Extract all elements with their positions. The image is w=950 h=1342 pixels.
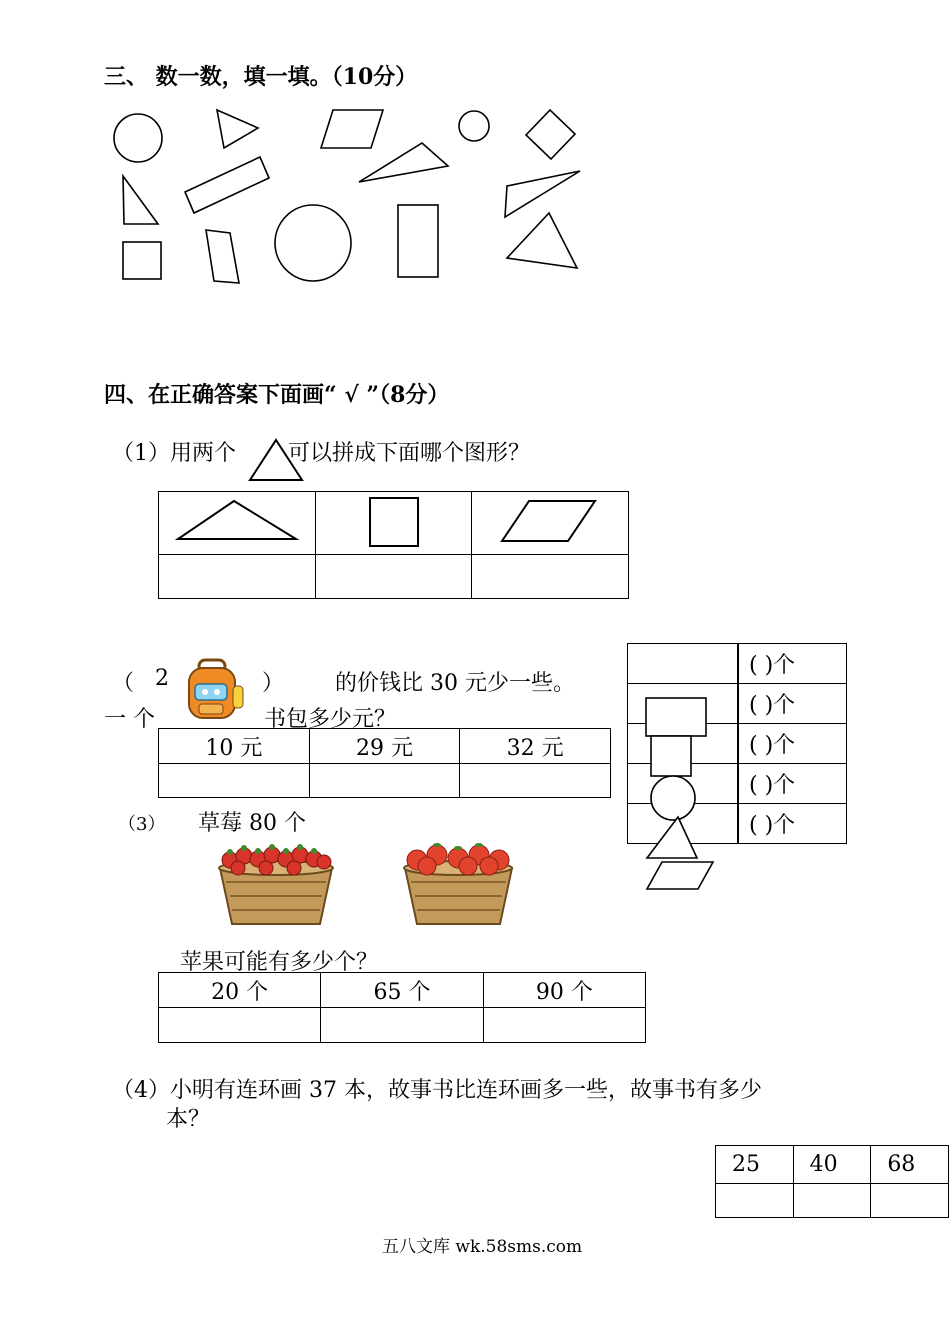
option-triangle [159,492,316,555]
q2-prefix: 一 个 [104,707,155,732]
option-68: 68 [871,1146,949,1184]
option-square [315,492,471,555]
answer-cell[interactable] [159,555,316,599]
triangle-shape [359,143,448,182]
q2-close-paren: ） [262,671,285,696]
answer-cell[interactable] [871,1184,949,1218]
backpack-icon [185,658,247,720]
q3-strawberry-text: 草莓 80 个 [198,811,306,836]
q4-question-line1: （4）小明有连环画 37 本，故事书比连环画多一些，故事书有多少 [112,1078,762,1103]
answer-cell[interactable] [716,1184,794,1218]
count-cell[interactable]: ( )个 [738,804,847,844]
answer-cell[interactable] [309,764,460,798]
rectangle-shape [185,157,269,213]
answer-cell[interactable] [793,1184,871,1218]
option-20: 20 个 [159,973,321,1008]
count-table [627,643,847,844]
answer-cell[interactable] [159,764,310,798]
answer-cell[interactable] [159,1008,321,1043]
apple-basket-image [401,838,516,928]
section4-title: 四、在正确答案下面画“ √ ”（8分） [104,382,450,408]
square-option-icon [364,492,424,548]
square-shape [526,110,575,159]
option-65: 65 个 [321,973,483,1008]
count-cell[interactable]: ( )个 [738,724,847,764]
rectangle-shape [398,205,438,277]
option-40: 40 [793,1146,871,1184]
option-10: 10 元 [159,729,310,764]
footer-text: 五八文库 wk.58sms.com [382,1237,583,1257]
q2-open-paren: （ [112,671,135,696]
q4-answer-table [715,1145,949,1218]
section3-title: 三、 数一数，填一填。（10分） [104,64,418,90]
q2-number: 2 [155,666,169,691]
circle-shape [114,114,162,162]
q1-answer-table [158,491,629,599]
square-shape [123,242,161,279]
q2-answer-table [158,728,611,798]
option-25: 25 [716,1146,794,1184]
triangle-shape [507,213,577,268]
q4-question-line2: 本？ [166,1107,211,1132]
option-32: 32 元 [460,729,611,764]
circle-shape [275,205,351,281]
q1-text: 可以拼成下面哪个图形？ [288,441,531,466]
q3-answer-table [158,972,646,1043]
answer-cell[interactable] [460,764,611,798]
answer-cell[interactable] [483,1008,645,1043]
triangle-option-icon [172,495,302,545]
option-29: 29 元 [309,729,460,764]
count-cell[interactable]: ( )个 [738,684,847,724]
triangle-shape [217,110,258,148]
q2-question: 书包多少元？ [264,707,397,732]
option-parallelogram [472,492,629,555]
parallelogram-option-icon [500,495,600,545]
count-cell[interactable]: ( )个 [738,644,847,684]
parallelogram-shape [647,862,713,889]
option-90: 90 个 [483,973,645,1008]
triangle-shape [505,171,580,217]
q3-label: （3） [118,814,166,835]
q3-question: 苹果可能有多少个？ [180,950,379,975]
answer-cell[interactable] [315,555,471,599]
answer-cell[interactable] [472,555,629,599]
q2-text: 的价钱比 30 元少一些。 [335,671,575,696]
triangle-shape [123,176,158,224]
q1-label: （1）用两个 [112,441,236,466]
count-cell[interactable]: ( )个 [738,764,847,804]
answer-cell[interactable] [321,1008,483,1043]
quadrilateral-shape [206,230,239,283]
strawberry-basket-image [216,838,336,928]
circle-shape [459,111,489,141]
parallelogram-shape [321,110,383,148]
